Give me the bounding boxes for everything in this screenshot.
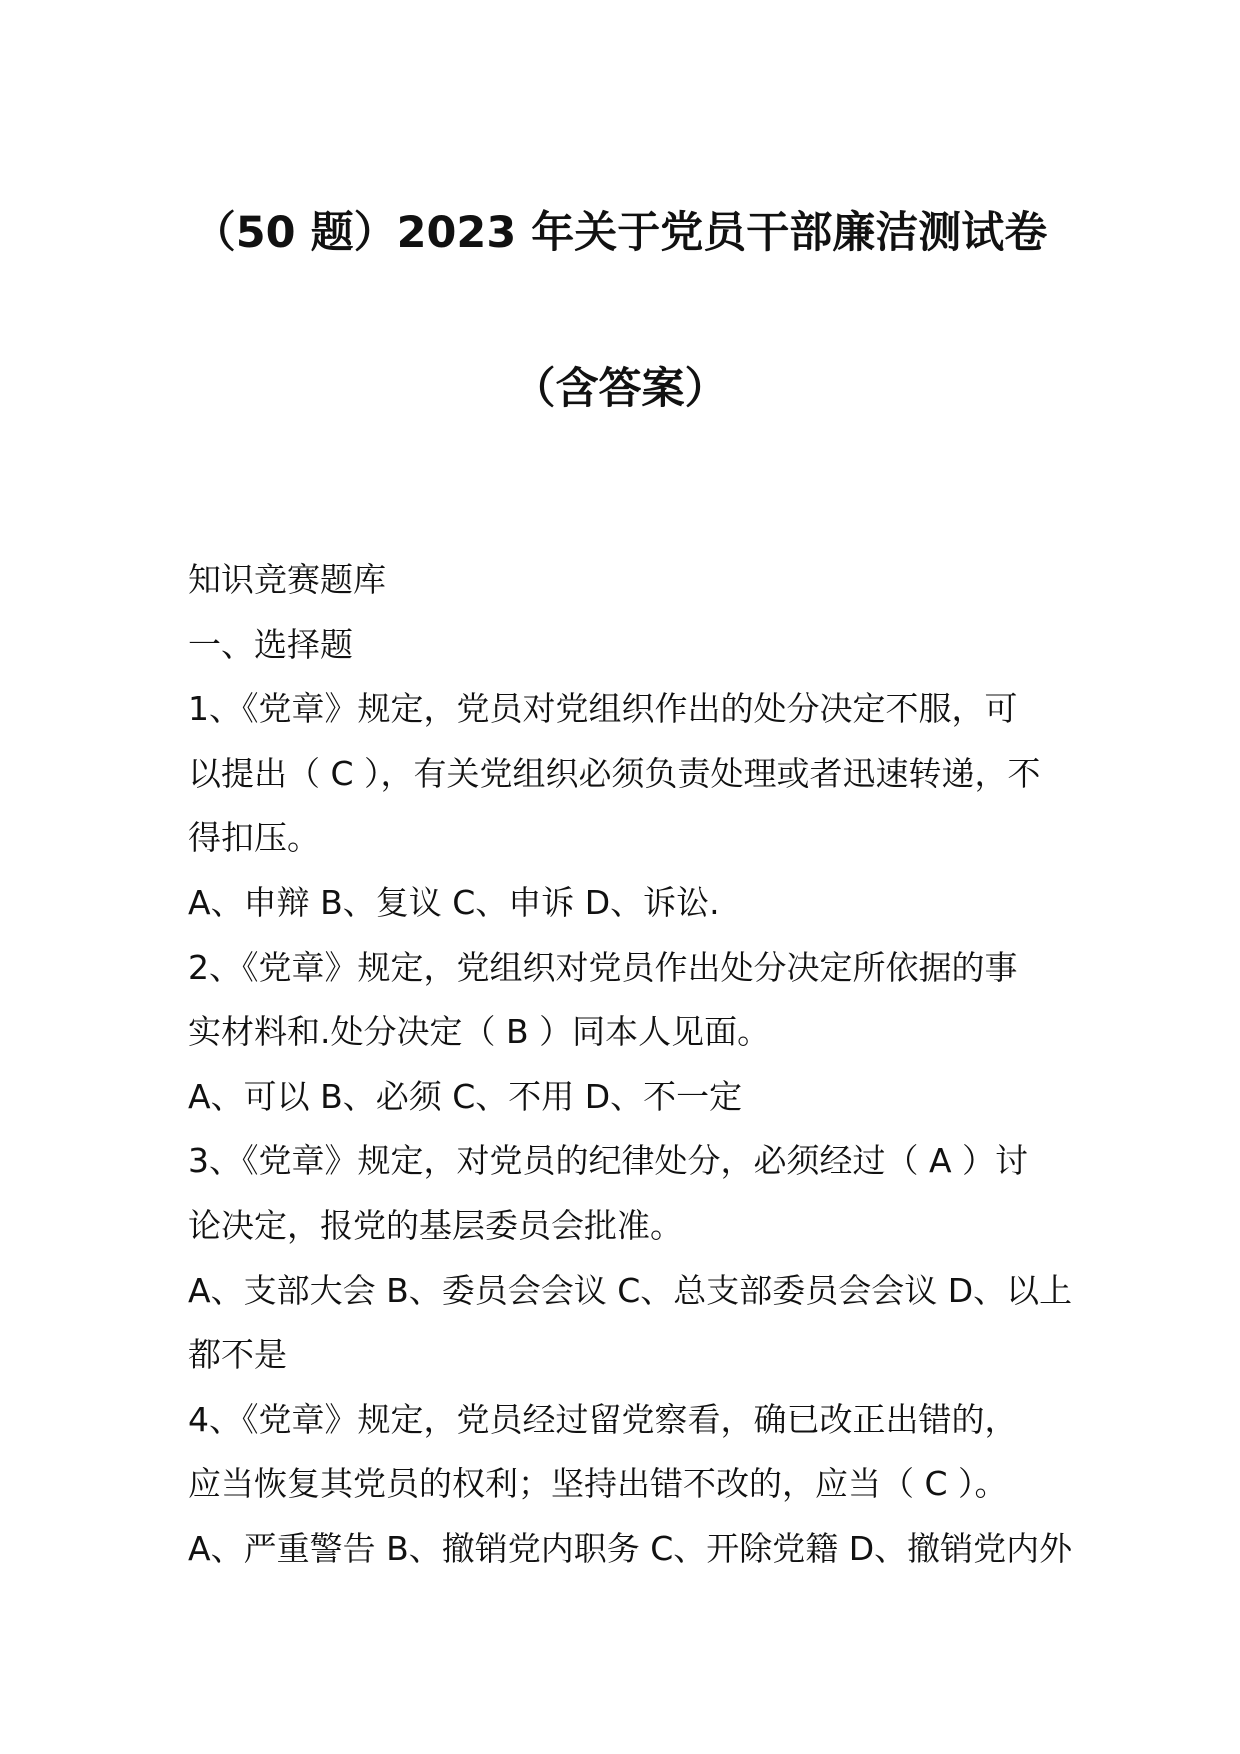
question-text-line: 3、《党章》规定，对党员的纪律处分，必须经过（ A ）讨 — [188, 1141, 1029, 1181]
question-text-line: 论决定，报党的基层委员会批准。 — [188, 1205, 683, 1245]
question-text-line: 4、《党章》规定，党员经过留党察看，确已改正出错的， — [188, 1399, 1018, 1439]
answer-options-line: A、可以 B、必须 C、不用 D、不一定 — [188, 1076, 743, 1116]
answer-options-line: 都不是 — [188, 1335, 287, 1375]
question-text-line: 实材料和.处分决定（ B ）同本人见面。 — [188, 1012, 771, 1052]
answer-options-line: A、严重警告 B、撤销党内职务 C、开除党籍 D、撤销党内外 — [188, 1528, 1073, 1568]
section-heading: 知识竞赛题库 — [188, 560, 386, 599]
question-text-line: 2、《党章》规定，党组织对党员作出处分决定所依据的事 — [188, 947, 1018, 987]
document-title: （50 题）2023 年关于党员干部廉洁测试卷 — [192, 208, 1048, 258]
document-body — [188, 548, 1073, 1582]
question-text-line: 得扣压。 — [188, 818, 320, 858]
question-text-line: 1、《党章》规定，党员对党组织作出的处分决定不服，可 — [188, 689, 1018, 729]
document-subtitle: （含答案） — [512, 364, 728, 414]
question-text-line: 应当恢复其党员的权利；坚持出错不改的，应当（ C ）。 — [188, 1464, 1008, 1504]
answer-options-line: A、申辩 B、复议 C、申诉 D、诉讼. — [188, 882, 720, 922]
answer-options-line: A、支部大会 B、委员会会议 C、总支部委员会会议 D、以上 — [188, 1270, 1073, 1310]
section-heading: 一、选择题 — [188, 624, 353, 664]
question-text-line: 以提出（ C ），有关党组织必须负责处理或者迅速转递，不 — [188, 753, 1041, 793]
